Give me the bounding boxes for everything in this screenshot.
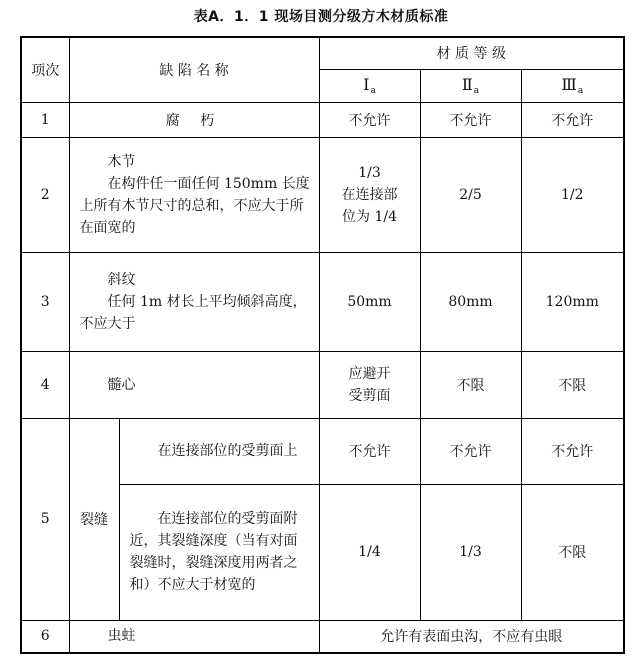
row-6-grade-note: 允许有表面虫沟，不应有虫眼 [319, 620, 624, 653]
row-2-defect [69, 137, 319, 252]
row-4-defect [69, 351, 319, 418]
header-defect-name: 缺 陷 名 称 [69, 37, 319, 102]
row-3-no: 3 [21, 252, 69, 351]
row-3-detail: 任何 1m 材长上平均倾斜高度，不应大于 [79, 293, 307, 332]
row-1-name: 腐 朽 [69, 102, 319, 137]
header-grade-2 [420, 69, 521, 102]
grade-2-sub: a [473, 86, 480, 96]
row-2-detail: 在构件任一面任何 150mm 长度上所有木节尺寸的总和，不应大于所在面宽的 [79, 175, 310, 236]
row-4-grade-1-line-2: 受剪面 [348, 387, 391, 404]
row-4-grade-3: 不限 [521, 351, 624, 418]
table-row [21, 418, 624, 484]
grade-3-sub: a [577, 86, 584, 96]
row-5-name: 裂缝 [69, 418, 119, 620]
grade-table [20, 36, 625, 654]
row-2-grade-1 [319, 137, 420, 252]
table-title: 表A．1．1 现场目测分级方木材质标准 [193, 9, 449, 25]
table-row [21, 102, 624, 137]
row-4-no: 4 [21, 351, 69, 418]
row-3-defect [69, 252, 319, 351]
row-2-grade-3: 1/2 [521, 137, 624, 252]
row-2-grade-2: 2/5 [420, 137, 521, 252]
row-5a-grade-1: 不允许 [319, 418, 420, 484]
row-3-grade-3: 120mm [521, 252, 624, 351]
row-5b-grade-1: 1/4 [319, 484, 420, 620]
row-6-defect [69, 620, 319, 653]
row-2-grade-1-line-3: 位为 1/4 [342, 208, 397, 225]
row-1-grade-1: 不允许 [319, 102, 420, 137]
row-5a-detail: 在连接部位的受剪面上 [157, 443, 298, 459]
grade-2-roman: Ⅱ [461, 75, 473, 94]
row-5a-grade-2: 不允许 [420, 418, 521, 484]
row-4-grade-1-line-1: 应避开 [348, 365, 391, 382]
row-3-name: 斜纹 [107, 271, 136, 288]
table-row [21, 137, 624, 252]
row-6-no: 6 [21, 620, 69, 653]
row-4-grade-2: 不限 [420, 351, 521, 418]
header-item-no: 项次 [21, 37, 69, 102]
row-3-grade-1: 50mm [319, 252, 420, 351]
row-2-grade-1-line-1: 1/3 [358, 164, 381, 181]
header-row [21, 37, 624, 69]
row-1-no: 1 [21, 102, 69, 137]
row-5a-grade-3: 不允许 [521, 418, 624, 484]
header-grade-1 [319, 69, 420, 102]
row-1-grade-3: 不允许 [521, 102, 624, 137]
row-4-name: 髓心 [107, 376, 136, 393]
table-row [21, 620, 624, 653]
grade-3-roman: Ⅲ [561, 75, 577, 94]
row-2-name: 木节 [107, 153, 136, 170]
row-5b-grade-3: 不限 [521, 484, 624, 620]
row-6-name: 虫蛀 [107, 628, 136, 645]
row-1-grade-2: 不允许 [420, 102, 521, 137]
row-3-grade-2: 80mm [420, 252, 521, 351]
row-5-no: 5 [21, 418, 69, 620]
table-row [21, 351, 624, 418]
row-4-grade-1 [319, 351, 420, 418]
row-2-grade-1-line-2: 在连接部 [341, 186, 398, 203]
header-grade-3 [521, 69, 624, 102]
row-5b-detail: 在连接部位的受剪面附近，其裂缝深度（当有对面裂缝时，裂缝深度用两者之和）不应大于材宽的 [129, 511, 298, 593]
header-grade: 材 质 等 级 [319, 37, 624, 69]
row-2-no: 2 [21, 137, 69, 252]
row-5a-defect [119, 418, 319, 484]
row-5b-defect [119, 484, 319, 620]
row-5b-grade-2: 1/3 [420, 484, 521, 620]
grade-1-roman: Ⅰ [363, 75, 370, 94]
table-row [21, 252, 624, 351]
grade-1-sub: a [370, 86, 376, 96]
